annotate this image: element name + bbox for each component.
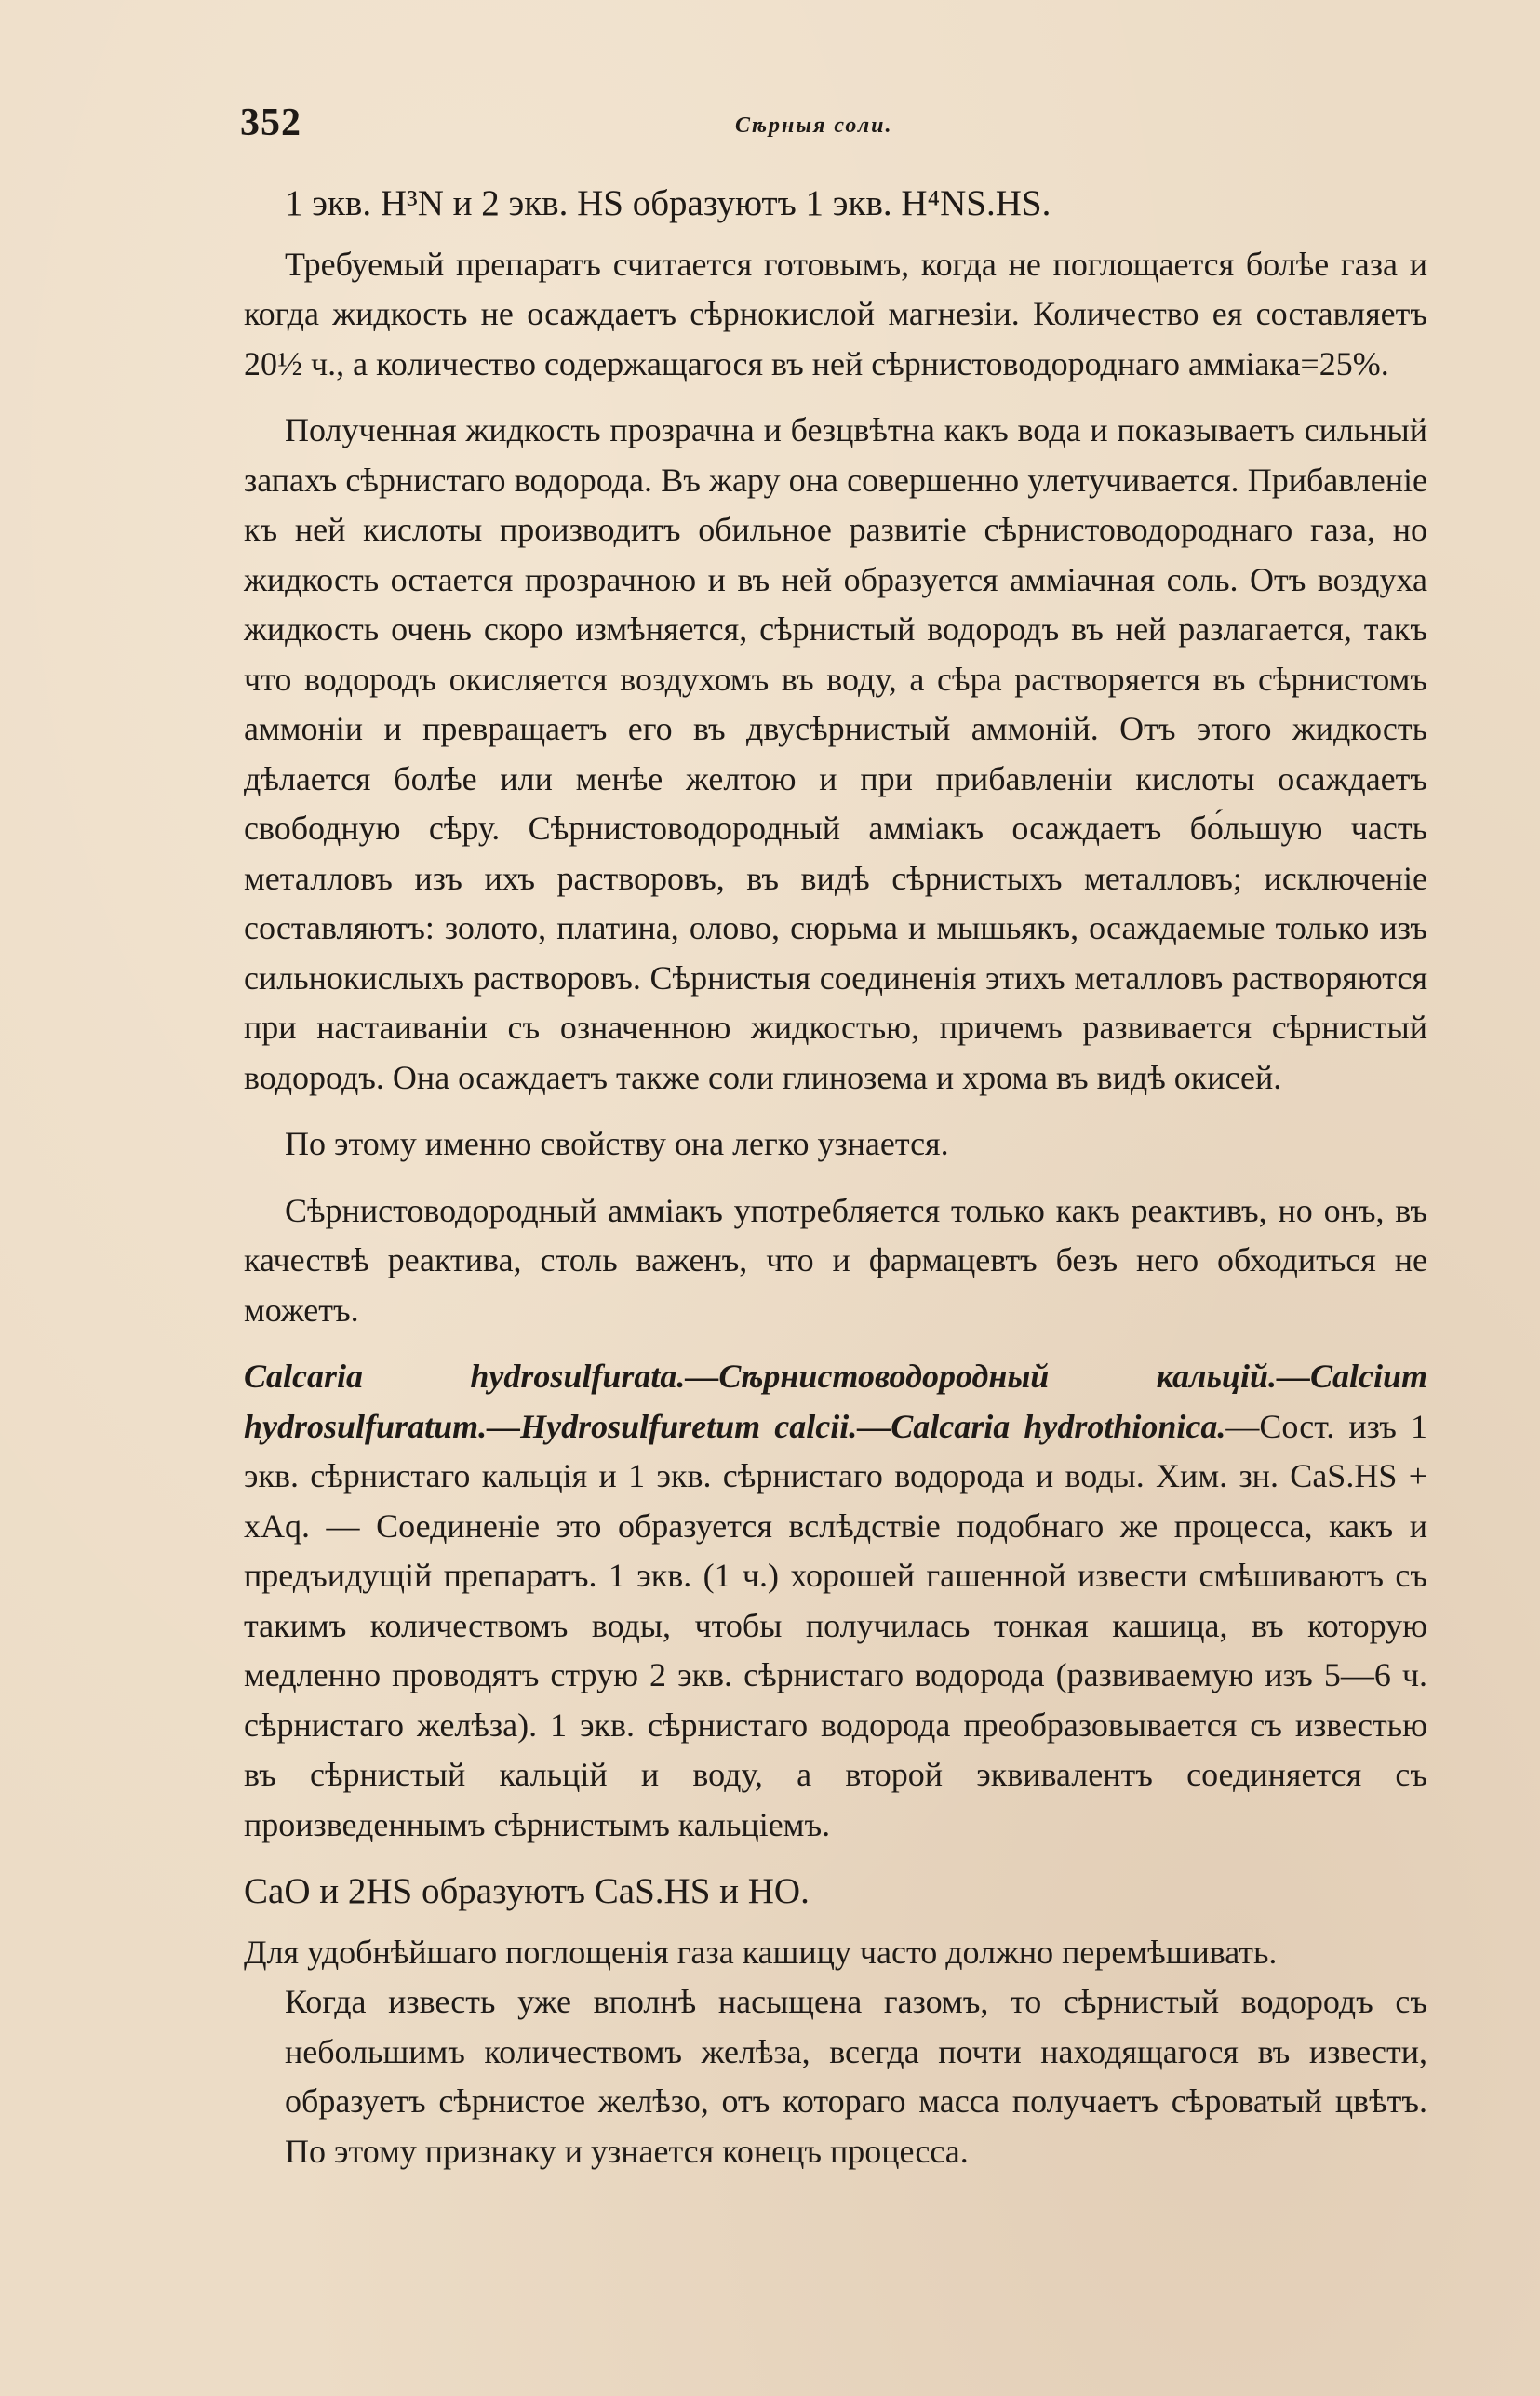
entry-calcaria-hydrosulfurata	[244, 1352, 1427, 1850]
paragraph-mixing-first-line: Для удобнѣйшаго поглощенія газа кашицу часто должно перемѣшивать.	[244, 1933, 1278, 1971]
paragraph-properties: Полученная жидкость прозрачна и безцвѣтна какъ вода и показываетъ сильный запахъ сѣрнистаго водорода. Въ жару она совершенно улетучивается. Прибавленіе къ ней кислоты производитъ обильное развитіе сѣрнистоводороднаго газа, но жидкость остается прозрачною и въ ней образуется амміачная соль. Отъ воздуха жидкость очень скоро измѣняется, сѣрнистый водородъ въ ней разлагается, такъ что водородъ окисляется воздухомъ въ воду, а сѣра растворяется въ сѣрнистомъ аммоніи и превращаетъ его въ двусѣрнистый аммоній. Отъ этого жидкость дѣлается болѣе или менѣе желтою и при прибавленіи кислоты осаждаетъ свободную сѣру. Сѣрнистоводородный амміакъ осаждаетъ бо́льшую часть металловъ изъ ихъ растворовъ, въ видѣ сѣрнистыхъ металловъ; исключеніе составляютъ: золото, платина, олово, сюрьма и мышьякъ, осаждаемые только изъ сильнокислыхъ растворовъ. Сѣрнистыя соединенія этихъ металловъ растворяются при настаиваніи съ означенною жидкостью, причемъ развивается сѣрнистый водородъ. Она осаждаетъ также соли глинозема и хрома въ видѣ окисей.	[244, 411, 1427, 1096]
paragraph-recognition: По этому именно свойству она легко узнается.	[285, 1125, 949, 1162]
main-text	[244, 179, 1427, 2176]
paragraph-mixing-rest: Когда известь уже вполнѣ насыщена газомъ, то сѣрнистый водородъ съ небольшимъ количествомъ желѣза, всегда почти находящагося въ извести, образуетъ сѣрнистое желѣзо, отъ котораго масса получаетъ сѣроватый цвѣтъ. По этому признаку и узнается конецъ процесса.	[285, 1983, 1427, 2170]
formula-ammonium-hydrosulfide: 1 экв. H³N и 2 экв. HS образуютъ 1 экв. H⁴NS.HS.	[285, 183, 1051, 223]
formula-calcium-hydrosulfide: CaO и 2HS образуютъ CaS.HS и HO.	[244, 1871, 810, 1911]
entry-text: —Сост. изъ 1 экв. сѣрнистаго кальція и 1 экв. сѣрнистаго водорода и воды. Хим. зн. CaS.HS + xAq. — Соединеніе это образуется вслѣдствіе подобнаго же процесса, какъ и предъидущій препаратъ. 1 экв. (1 ч.) хорошей гашенной извести смѣшиваютъ съ такимъ количествомъ воды, чтобы получилась тонкая кашица, въ которую медленно проводятъ струю 2 экв. сѣрнистаго водорода (развиваемую изъ 5—6 ч. сѣрнистаго желѣза). 1 экв. сѣрнистаго водорода преобразовывается съ известью въ сѣрнистый кальцій и воду, а второй эквивалентъ соединяется съ произведеннымъ сѣрнистымъ кальціемъ.	[244, 1407, 1427, 1843]
entry-title: Calcaria hydrosulfurata.—Сѣрнистоводородный кальцій.—Calcium hydrosulfuratum.—Hydrosulfuretum calcii.—Calcaria hydrothionica.	[244, 1358, 1427, 1445]
running-head: Сѣрныя соли.	[735, 114, 893, 138]
page-number: 352	[240, 101, 301, 144]
paragraph-preparation-ready: Требуемый препаратъ считается готовымъ, когда не поглощается болѣе газа и когда жидкость не осаждаетъ сѣрнокислой магнезіи. Количество ея составляетъ 20½ ч., а количество содержащагося въ ней сѣрнистоводороднаго амміака=25%.	[244, 245, 1427, 382]
paragraph-usage: Сѣрнистоводородный амміакъ употребляется только какъ реактивъ, но онъ, въ качествѣ реактива, столь важенъ, что и фармацевтъ безъ него обходиться не можетъ.	[244, 1191, 1427, 1329]
